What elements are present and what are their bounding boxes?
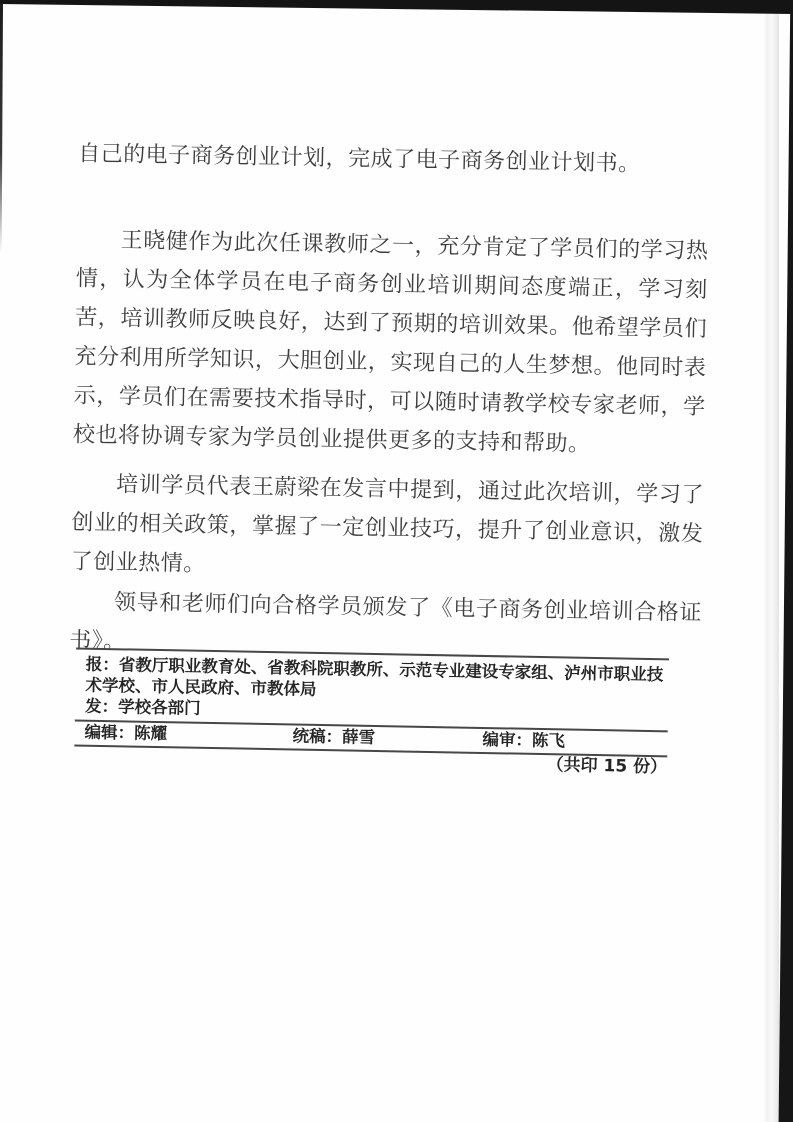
credit-drafter: 统稿：薛雪	[292, 726, 376, 747]
distribution-issue-line: 发：学校各部门	[84, 696, 201, 718]
body-paragraph-certificates: 领导和老师们向合格学员颁发了《电子商务创业培训合格证书》。	[69, 590, 703, 655]
body-paragraph-teacher-remarks: 王晓健作为此次任课教师之一，充分肯定了学员们的学习热情，认为全体学员在电子商务创业培训期间态度端正，学习刻苦，培训教师反映良好，达到了预期的培训效果。他希望学员们充分利用所学知识，大胆创业，实现自己的人生梦想。他同时表示，学员们在需要技术指导时，可以随时请教学校专家老师，学校也将协调专家为学员创业提供更多的支持和帮助。	[72, 228, 709, 457]
body-paragraph-trainee-speech: 培训学员代表王蔚梁在发言中提到，通过此次培训，学习了创业的相关政策，掌握了一定创业技巧，提升了创业意识，激发了创业热情。	[70, 472, 705, 577]
body-paragraph-continuation: 自己的电子商务创业计划，完成了电子商务创业计划书。	[77, 141, 641, 177]
distribution-table	[74, 648, 669, 758]
credit-reviewer: 编审：陈飞	[482, 729, 566, 751]
credit-editor: 编辑：陈耀	[84, 722, 168, 744]
distribution-report-line: 报：省教厅职业教育处、省教科院职教所、示范专业建设专家组、泸州市职业技术学校、市人民政府、市教体局	[85, 654, 664, 699]
print-count: （共印 15 份）	[546, 755, 668, 778]
distribution-row	[75, 650, 669, 731]
page-edge-seam	[763, 10, 779, 1122]
